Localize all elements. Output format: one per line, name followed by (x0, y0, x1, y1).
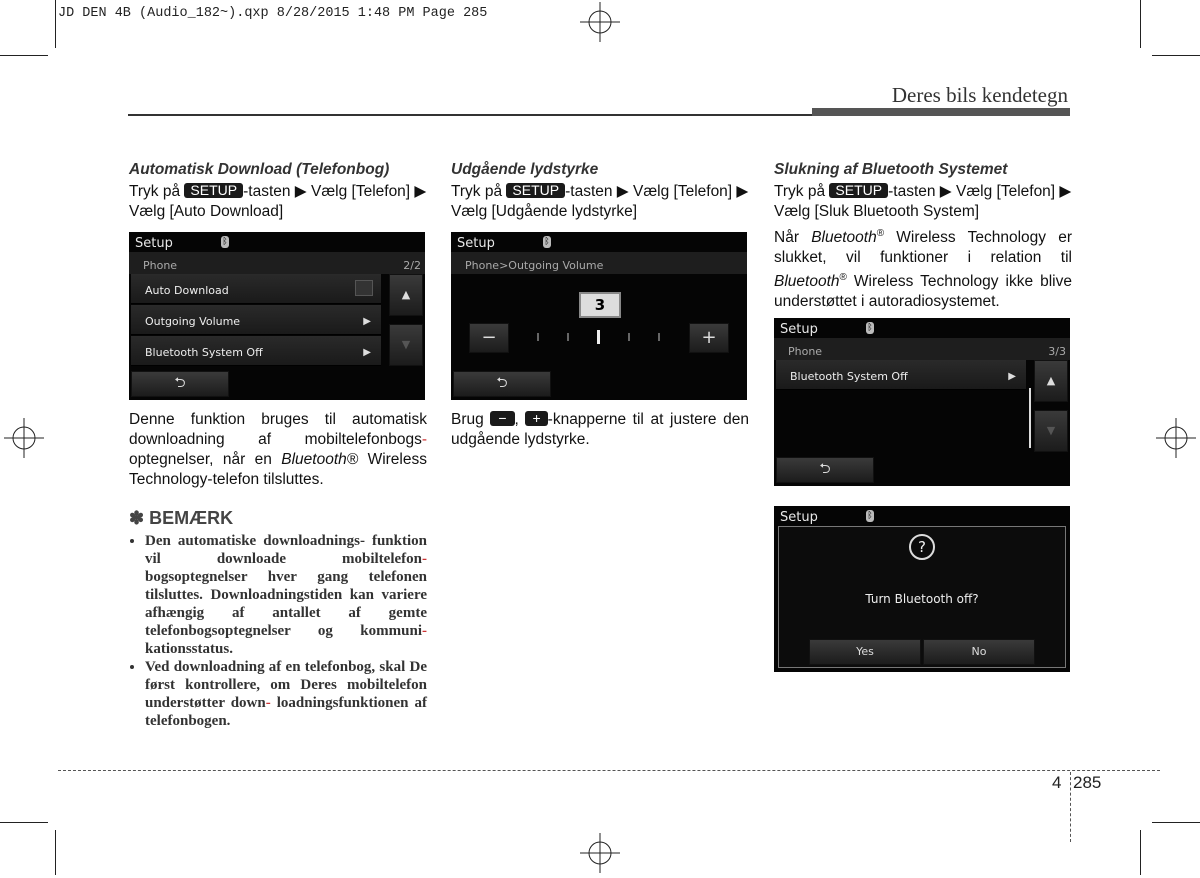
body-paragraph (774, 224, 1072, 312)
volume-indicator (597, 330, 600, 344)
volume-value: 3 (579, 292, 621, 318)
dialog-box (778, 526, 1066, 668)
volume-tick (658, 333, 660, 341)
scroll-up-button[interactable]: ▲ (389, 274, 423, 316)
bluetooth-icon: ᛒ (867, 323, 873, 334)
instruction-text: -tasten ▶ Vælg [Telefon] ▶ Vælg [Udgående lydstyrke] (451, 183, 749, 220)
setup-key: SETUP (184, 183, 243, 198)
instruction-text: Tryk på (774, 183, 830, 200)
body-text: Wireless Technology ikke blive understøttet i autoradiosystemet. (774, 273, 1072, 311)
hyphen: - (265, 695, 271, 711)
chapter-number: 4 (1052, 773, 1062, 792)
volume-minus-button[interactable]: − (469, 323, 509, 353)
setup-key: SETUP (829, 183, 888, 198)
body-text: optegnelser, når en (129, 451, 282, 468)
no-button[interactable]: No (923, 639, 1035, 665)
back-button[interactable]: ⮌ (453, 371, 551, 397)
note-text: kationsstatus. (145, 641, 233, 657)
page-indicator: 3/3 (1048, 345, 1066, 359)
crop-mark (0, 822, 48, 823)
body-text: Wireless Technology-telefon tilsluttes. (129, 451, 427, 488)
menu-item-label: Outgoing Volume (145, 315, 241, 328)
registration-mark-icon (4, 418, 44, 458)
screen-bluetooth-confirm (774, 506, 1070, 672)
body-text: Når (774, 229, 812, 247)
crop-mark (55, 830, 56, 875)
subheader-label: Phone (788, 345, 823, 359)
minus-key: − (490, 411, 514, 426)
volume-tick (567, 333, 569, 341)
print-slug: JD DEN 4B (Audio_182~).qxp 8/28/2015 1:48 PM Page 285 (58, 6, 488, 21)
crop-mark (1152, 55, 1200, 56)
bluetooth-term: Bluetooth (811, 229, 877, 247)
screen-subheader (774, 338, 1070, 360)
plus-key: + (525, 411, 547, 426)
note-text: loadningsfunktionen af telefonbogen. (145, 695, 427, 729)
column-auto-download (129, 160, 427, 730)
crop-mark (0, 55, 48, 56)
scroll-down-button[interactable]: ▼ (1034, 410, 1068, 452)
arrow-right-icon: ▶ (363, 347, 371, 358)
note-text: Ved downloadning af en telefonbog, skal De først kontrollere, om Deres mobiltelefon understøtter down (145, 659, 427, 711)
back-button[interactable]: ⮌ (776, 457, 874, 483)
scroll-down-button[interactable]: ▼ (389, 324, 423, 366)
scrollbar[interactable] (1029, 388, 1031, 448)
note-box (129, 508, 427, 730)
subheader-label: Phone>Outgoing Volume (465, 259, 604, 272)
header-rule (128, 114, 813, 116)
body-paragraph (129, 410, 427, 490)
body-text: , (514, 411, 526, 428)
menu-item-bluetooth-off[interactable] (776, 360, 1026, 390)
screen-bluetooth-menu (774, 318, 1070, 486)
hyphen: - (422, 623, 427, 639)
instruction-text: -tasten ▶ Vælg [Telefon] ▶ Vælg [Sluk Bluetooth System] (774, 183, 1072, 220)
menu-item-label: Auto Download (145, 284, 229, 297)
menu-item-label: Bluetooth System Off (790, 370, 908, 384)
instruction-text: Tryk på (451, 183, 507, 200)
note-text: bogsoptegnelser hver gang telefonen tilsluttes. Downloadningstiden kan variere afhængig af antallet af gemte telefonbogsoptegnelser og kommuni (145, 569, 427, 639)
body-text: Wireless Technology er slukket, vil funktioner i relation til (774, 229, 1072, 267)
body-paragraph (451, 410, 749, 450)
registration-mark-icon (1156, 418, 1196, 458)
note-item (145, 532, 427, 658)
screen-subheader (451, 252, 747, 274)
instruction (129, 182, 427, 222)
arrow-right-icon: ▶ (363, 316, 371, 327)
column-outgoing-volume (451, 160, 749, 450)
checkbox[interactable] (355, 280, 373, 296)
section-title: Slukning af Bluetooth Systemet (774, 161, 1008, 178)
menu-item-auto-download[interactable] (131, 274, 381, 304)
instruction (451, 182, 749, 222)
arrow-right-icon: ▶ (1008, 371, 1016, 383)
body-text: Denne funktion bruges til automatisk downloadning af mobiltelefonbogs (129, 411, 427, 448)
note-title: ✽ BEMÆRK (129, 508, 234, 528)
menu-item-outgoing-volume[interactable] (131, 305, 381, 335)
screen-title: Setup (780, 510, 818, 526)
bluetooth-icon: ᛒ (222, 237, 228, 247)
bluetooth-term: Bluetooth® (281, 451, 359, 468)
bluetooth-icon: ᛒ (544, 237, 550, 247)
crop-mark (1140, 830, 1141, 875)
volume-plus-button[interactable]: + (689, 323, 729, 353)
crop-mark (1140, 0, 1141, 48)
menu-item-bluetooth-off[interactable] (131, 336, 381, 366)
setup-key: SETUP (506, 183, 565, 198)
volume-tick (628, 333, 630, 341)
note-item (145, 658, 427, 730)
screen-outgoing-volume (451, 232, 747, 400)
registered-mark: ® (839, 272, 847, 284)
menu-item-label: Bluetooth System Off (145, 346, 263, 359)
chapter-title: Deres bils kendetegn (891, 83, 1068, 107)
subheader-label: Phone (143, 259, 178, 272)
yes-button[interactable]: Yes (809, 639, 921, 665)
crop-mark (1152, 822, 1200, 823)
registration-mark-icon (580, 833, 620, 873)
registration-mark-icon (580, 2, 620, 42)
note-text: Den automatiske downloadnings- funktion vil downloade mobiltelefon (145, 533, 427, 567)
crop-mark (55, 0, 56, 48)
hyphen: - (422, 551, 427, 567)
page-number: 285 (1073, 773, 1102, 792)
note-list (129, 532, 427, 730)
screen-title: Setup (457, 236, 495, 251)
screen-auto-download (129, 232, 425, 400)
instruction (774, 182, 1072, 222)
instruction-text: Tryk på (129, 183, 185, 200)
header-rule-accent (812, 108, 1070, 116)
scroll-up-button[interactable]: ▲ (1034, 360, 1068, 402)
bluetooth-term: Bluetooth (774, 273, 840, 291)
hyphen: - (421, 431, 427, 448)
back-button[interactable]: ⮌ (131, 371, 229, 397)
screen-title: Setup (135, 236, 173, 251)
dialog-message: Turn Bluetooth off? (865, 592, 979, 607)
footer-divider (1070, 772, 1071, 842)
body-text: Brug (451, 411, 491, 428)
footer-rule (58, 770, 1160, 771)
column-bluetooth-off (774, 160, 1072, 672)
section-title: Automatisk Download (Telefonbog) (129, 161, 390, 178)
question-icon: ? (909, 534, 935, 560)
registered-mark: ® (876, 228, 885, 239)
section-title: Udgående lydstyrke (451, 161, 599, 178)
instruction-text: -tasten ▶ Vælg [Telefon] ▶ Vælg [Auto Download] (129, 183, 427, 220)
screen-title: Setup (780, 322, 818, 338)
body-text: -knapperne til at justere den udgående lydstyrke. (451, 411, 749, 448)
volume-tick (537, 333, 539, 341)
bluetooth-icon: ᛒ (867, 511, 873, 522)
screen-subheader (129, 252, 425, 274)
page-indicator: 2/2 (403, 259, 421, 272)
